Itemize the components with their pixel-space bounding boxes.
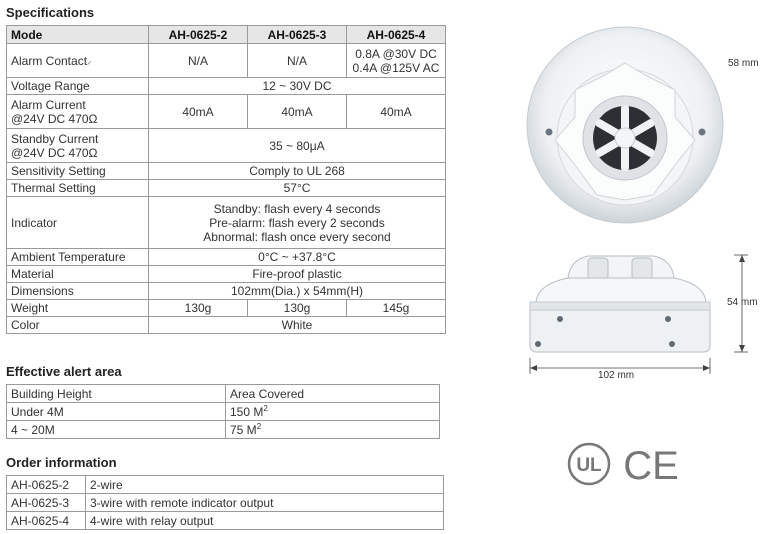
spec-value: N/A	[149, 44, 248, 78]
contact-mark-icon: ⸝	[87, 55, 92, 66]
spec-label-line: @24V DC 470Ω	[11, 145, 98, 160]
spec-value: 0°C ~ +37.8°C	[149, 249, 446, 266]
spec-label	[7, 95, 149, 129]
spec-label: Alarm Contact⸝	[7, 44, 149, 78]
effective-alert-title: Effective alert area	[6, 364, 122, 379]
spec-header-model-2: AH-0625-2	[149, 26, 248, 44]
table-row	[7, 494, 444, 512]
spec-label: Indicator	[7, 197, 149, 249]
spec-value-line: 0.4A @125V AC	[352, 60, 440, 75]
table-row	[7, 421, 440, 439]
alert-height: 4 ~ 20M	[7, 421, 226, 439]
spec-row-sensitivity	[7, 163, 446, 180]
specifications-table	[6, 25, 446, 334]
spec-row-alarm-contact	[7, 44, 446, 78]
spec-row-voltage-range	[7, 78, 446, 95]
order-model: AH-0625-3	[7, 494, 86, 512]
spec-label: Ambient Temperature	[7, 249, 149, 266]
effective-alert-table	[6, 384, 440, 439]
side-height-label: 54 mm	[727, 297, 758, 308]
spec-value: 40mA	[248, 95, 347, 129]
order-desc: 2-wire	[86, 476, 444, 494]
specifications-title: Specifications	[6, 5, 95, 20]
spec-value: 130g	[248, 300, 347, 317]
spec-value: 40mA	[149, 95, 248, 129]
order-model: AH-0625-2	[7, 476, 86, 494]
spec-value	[149, 197, 446, 249]
top-height-label: 58 mm	[728, 58, 759, 69]
spec-value-line: Standby: flash every 4 seconds	[213, 201, 381, 216]
spec-label: Voltage Range	[7, 78, 149, 95]
spec-value	[347, 44, 446, 78]
spec-row-dimensions	[7, 283, 446, 300]
spec-value: 145g	[347, 300, 446, 317]
order-information-title: Order information	[6, 455, 117, 470]
alert-header-height: Building Height	[7, 385, 226, 403]
alert-area: 150 $M^2$	[226, 403, 440, 421]
alert-header-area: Area Covered	[226, 385, 440, 403]
spec-value: 102mm(Dia.) x 54mm(H)	[149, 283, 446, 300]
detector-top-view-image	[525, 5, 725, 235]
spec-row-color	[7, 317, 446, 334]
alert-area: 75 $M^2$	[226, 421, 440, 439]
order-information-table	[6, 475, 444, 530]
side-width-label: 102 mm	[598, 370, 635, 381]
detector-side-view-image	[518, 240, 750, 385]
ul-mark-icon	[565, 440, 613, 488]
spec-label: Thermal Setting	[7, 180, 149, 197]
spec-value: White	[149, 317, 446, 334]
spec-value-line: Abnormal: flash once every second	[203, 229, 391, 244]
spec-value: 35 ~ 80μA	[149, 129, 446, 163]
svg-text:UL: UL	[576, 455, 602, 476]
spec-row-thermal	[7, 180, 446, 197]
spec-header-mode: Mode	[7, 26, 149, 44]
table-row	[7, 512, 444, 530]
spec-row-material	[7, 266, 446, 283]
spec-value: N/A	[248, 44, 347, 78]
table-row	[7, 476, 444, 494]
spec-label-line: Alarm Current	[11, 97, 86, 112]
spec-header-row	[7, 26, 446, 44]
spec-row-ambient	[7, 249, 446, 266]
spec-label	[7, 129, 149, 163]
spec-row-standby-current	[7, 129, 446, 163]
order-desc: 4-wire with relay output	[86, 512, 444, 530]
spec-row-weight	[7, 300, 446, 317]
alert-header-row	[7, 385, 440, 403]
spec-value-line: Pre-alarm: flash every 2 seconds	[209, 215, 385, 230]
spec-label-line: @24V DC 470Ω	[11, 111, 98, 126]
order-desc: 3-wire with remote indicator output	[86, 494, 444, 512]
spec-row-indicator	[7, 197, 446, 249]
spec-label: Sensitivity Setting	[7, 163, 149, 180]
spec-label: Dimensions	[7, 283, 149, 300]
spec-value: Fire-proof plastic	[149, 266, 446, 283]
spec-value-line: 0.8A @30V DC	[355, 46, 437, 61]
spec-value: 57°C	[149, 180, 446, 197]
spec-header-model-3: AH-0625-3	[248, 26, 347, 44]
alert-height: Under 4M	[7, 403, 226, 421]
spec-label: Material	[7, 266, 149, 283]
spec-value: Comply to UL 268	[149, 163, 446, 180]
ce-mark-icon	[622, 442, 680, 486]
spec-row-alarm-current	[7, 95, 446, 129]
spec-value: 130g	[149, 300, 248, 317]
spec-value: 12 ~ 30V DC	[149, 78, 446, 95]
svg-text:CE: CE	[623, 444, 679, 486]
spec-label: Weight	[7, 300, 149, 317]
spec-label: Color	[7, 317, 149, 334]
order-model: AH-0625-4	[7, 512, 86, 530]
spec-label-line: Standby Current	[11, 131, 99, 146]
table-row	[7, 403, 440, 421]
spec-value: 40mA	[347, 95, 446, 129]
spec-header-model-4: AH-0625-4	[347, 26, 446, 44]
